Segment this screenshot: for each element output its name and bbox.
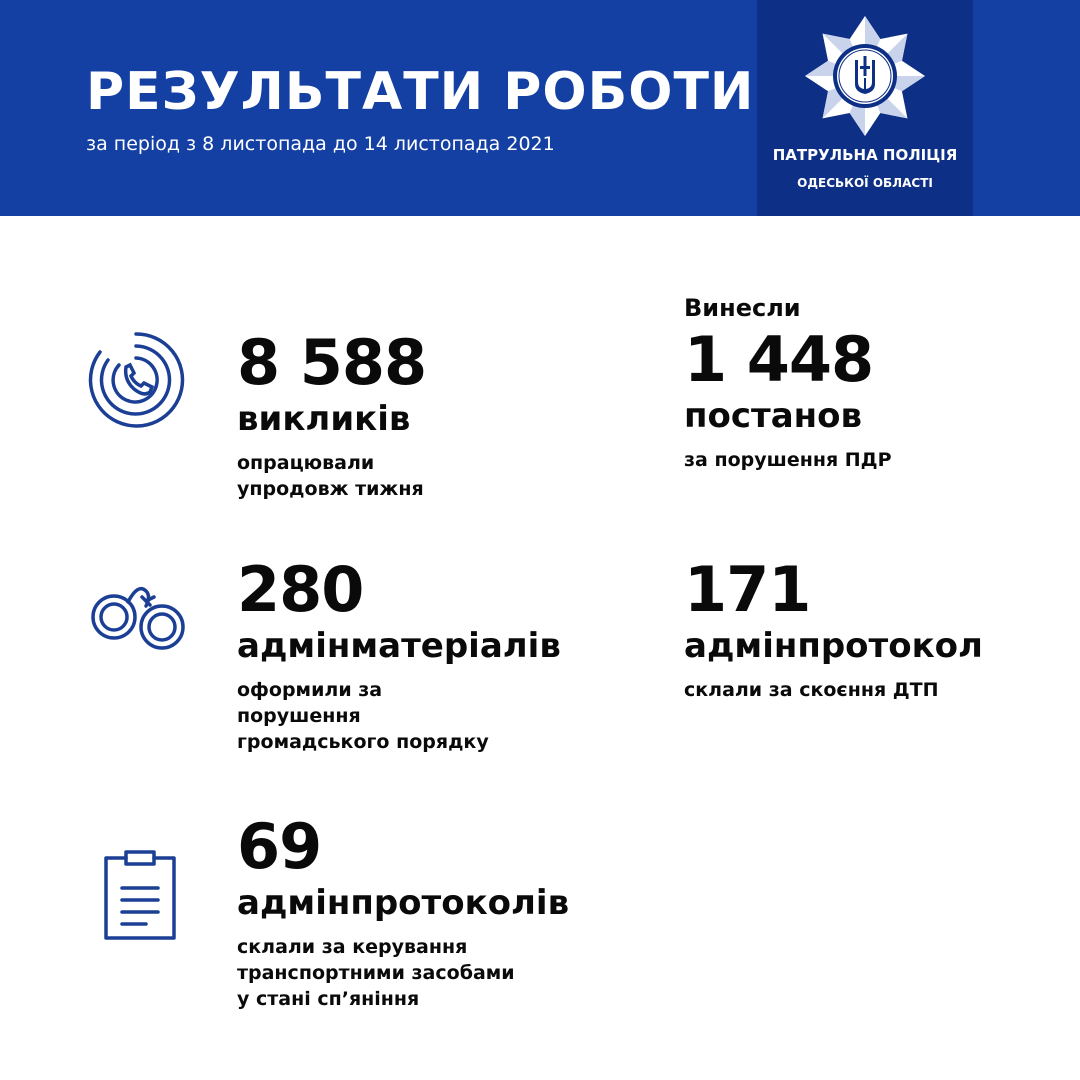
phone-icon [86, 330, 186, 430]
stat-accident-protocols [684, 555, 983, 703]
clipboard-icon [100, 848, 180, 942]
drunk-protocols-description-line: у стані сп’яніння [237, 988, 420, 1010]
accident-protocols-number: 171 [684, 553, 811, 626]
accident-protocols-description [684, 677, 983, 703]
resolutions-description-line: за порушення ПДР [684, 449, 892, 471]
page-title: РЕЗУЛЬТАТИ РОБОТИ [86, 62, 755, 122]
calls-description-line: упродовж тижня [237, 478, 424, 500]
admin-materials-description-line: оформили за [237, 679, 383, 701]
handcuffs-icon [88, 575, 188, 661]
admin-materials-description [237, 677, 561, 755]
drunk-protocols-number: 69 [237, 810, 322, 883]
logo-panel [757, 0, 973, 216]
stat-resolutions [684, 293, 892, 473]
calls-description [237, 450, 426, 502]
admin-materials-description-line: порушення [237, 705, 361, 727]
resolutions-pretext: Винесли [684, 294, 801, 322]
stat-calls [237, 328, 426, 502]
drunk-protocols-description [237, 934, 569, 1012]
period-subtitle: за період з 8 листопада до 14 листопада 2021 [86, 133, 555, 155]
police-star-badge-icon [803, 14, 927, 138]
stat-drunk-protocols [237, 812, 569, 1012]
header-banner [0, 0, 1080, 216]
drunk-protocols-description-line: транспортними засобами [237, 962, 515, 984]
logo-title: ПАТРУЛЬНА ПОЛІЦІЯ [772, 146, 958, 164]
admin-materials-description-line: громадського порядку [237, 731, 489, 753]
stat-admin-materials [237, 555, 561, 755]
drunk-protocols-description-line: склали за керування [237, 936, 468, 958]
resolutions-unit: постанов [684, 396, 863, 436]
logo-subtitle: ОДЕСЬКОЇ ОБЛАСТІ [797, 176, 933, 190]
accident-protocols-description-line: склали за скоєння ДТП [684, 679, 939, 701]
calls-unit: викликів [237, 399, 411, 439]
drunk-protocols-unit: адмінпротоколів [237, 883, 570, 923]
calls-description-line: опрацювали [237, 452, 375, 474]
resolutions-number: 1 448 [684, 323, 874, 396]
accident-protocols-unit: адмінпротокол [684, 626, 983, 666]
admin-materials-unit: адмінматеріалів [237, 626, 561, 666]
calls-number: 8 588 [237, 326, 427, 399]
resolutions-description [684, 447, 892, 473]
admin-materials-number: 280 [237, 553, 364, 626]
